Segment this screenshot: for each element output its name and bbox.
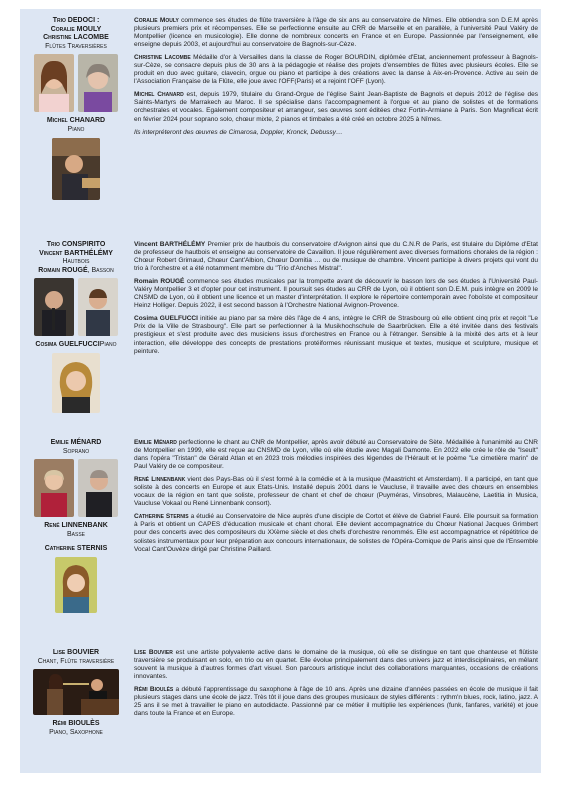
bio-text: Médaille d'or à Versailles dans la classe de Roger BOURDIN, diplômée d'Etat, anciennement professeur à Bagnols-sur-Cèze, se consacre depuis plus de 30 ans à la pédagogie et réalise des projets d'ensembles de flûtes avec plusieurs écoles. Elle se produit en duo avec guitare, clavecin, orgue ou piano et participe à des créations avec la danse à Aix-en-Provence. Active au sein de l'Association Française de la Flûte, elle joue avec l'OFF(Paris) et a rejoint l'OFF (Lyon). <box>134 54 538 86</box>
portrait-photo-barthelemy <box>34 278 74 336</box>
trio-title: Trio DEDOCI : <box>52 17 100 24</box>
bio-paragraph <box>134 315 538 355</box>
bio-name: Romain ROUGÉ <box>134 278 185 286</box>
bio-text: Premier prix de hautbois du conservatoire d'Avignon ainsi que du C.N.R de Paris, est titulaire du Diplôme d'Etat de professeur de hautbois et enseigne au conservatoire de Cavaillon. Il joue régulièrement avec diverses formations chorales de la région : Chœur Robert Grimaud, Chœur Cant'Albion, Chœur Domitia … ou de musique de chambre. Vincent participe à divers projets qui vont du trio à l'orchestre et a été notamment membre du "Trio d'Anches Mistral". <box>134 241 539 273</box>
section-left-column <box>20 241 132 418</box>
musician-role: Flûtes Traversières <box>45 42 107 50</box>
bio-paragraph <box>134 91 538 123</box>
section-left-column <box>20 649 132 740</box>
portrait-photo-menard <box>34 459 74 517</box>
musician-name: Vincent BARTHÉLÉMY <box>39 249 113 257</box>
bio-paragraph <box>134 17 538 49</box>
musician-role: Piano <box>67 125 85 133</box>
portrait-photo-chanard <box>52 138 100 200</box>
program-note-text: Ils interpréteront des œuvres de Cimarosa, Doppler, Kronck, Debussy… <box>134 128 343 136</box>
section-text <box>134 439 538 559</box>
duo-photo-bouvier-bioules <box>33 669 119 715</box>
photo-row <box>20 138 132 200</box>
musician-role: Piano, Saxophone <box>49 728 103 736</box>
bio-name: Christine Lacombe <box>134 54 191 62</box>
bio-text: perfectionne le chant au CNR de Montpellier, après avoir débuté au Conservatoire de Sète. Médaillée à l'unanimité au CNR de Montpellier en 1999, elle est reçue au CNSMD de Lyon, ville où elle étudie avec Magali Damonte. En 2022 elle crée le rôle de "Iseult" dans l'opéra "Tristan" de Gérald Atlan et en 2023 trois mélodies inspirées des légendes de l'Hérault et le poème "Le cimetière marin" de Paul Valéry de ce compositeur. <box>134 439 538 471</box>
bio-paragraph <box>134 476 538 508</box>
musician-name: Rémi BIOULÈS <box>52 720 100 728</box>
portrait-photo-sternis <box>55 557 97 613</box>
bio-name: Vincent BARTHÉLÉMY <box>134 241 206 248</box>
section-left-column <box>20 439 132 618</box>
photo-row <box>20 278 132 336</box>
bio-text: commence ses études de flûte traversière à l'âge de six ans au conservatoire de Nîmes. Elle obtiendra son D.E.M après plusieurs premiers prix et récompenses. Elle se perfectionne ensuite au CRR de Marseille et en parallèle, à l'université Paul Valéry de Montpellier (licence en musicologie). Elle donne de nombreux concerts en France et en Europe. Passionnée par l'enseignement, elle enseigne depuis 2003, et aujourd'hui au conservatoire de Bagnols-sur-Cèze. <box>134 17 538 49</box>
musician-name: Emilie MÉNARD <box>50 439 102 446</box>
portrait-photo-lacombe <box>78 54 118 112</box>
bio-name: Rémi Bioulès <box>134 686 174 694</box>
musician-name: Christine LACOMBE <box>43 34 109 42</box>
bio-paragraph <box>134 278 538 310</box>
bio-paragraph <box>134 439 538 471</box>
photo-row <box>20 459 132 517</box>
bio-name: René Linnenbank <box>134 476 186 484</box>
trio-title: Trio CONSPIRITO <box>46 241 106 248</box>
section-text <box>134 241 538 361</box>
bio-paragraph <box>134 649 538 681</box>
bio-name: Catherine Sternis <box>134 513 189 521</box>
musician-role: Basse <box>66 530 85 538</box>
bio-name: Emilie Ménard <box>134 439 177 446</box>
portrait-photo-guelfucci <box>52 353 100 413</box>
program-panel <box>20 9 541 773</box>
musician-role: , Basson <box>87 266 114 274</box>
bio-name: Lise Bouvier <box>134 649 173 656</box>
program-note <box>134 129 538 137</box>
bio-text: a étudié au Conservatoire de Nice auprès d'une disciple de Cortot et élève de Gabriel Fauré. Elle poursuit sa formation à Paris et obtient un CAPES d'éducation musicale et chant choral. Elle devient accompagnatrice du Chœur National Jacques Grimbert pour des concerts avec des compositeurs du XXème siècle et des chefs d'orchestre renommés. Elle est accompagnatrice et répétitrice de solistes instrumentaux pour leur préparation aux concours internationaux, de solistes de l'Opéra-Comique de Paris ainsi que de l'Ensemble Vocal Cant'Ouvèze dirigé par Christine Paillard. <box>134 513 538 553</box>
musician-name: Coralie MOULY <box>50 25 102 33</box>
photo-row <box>20 669 132 715</box>
musician-name: Cosima GUELFUCCI <box>35 341 100 349</box>
portrait-photo-linnenbank <box>78 459 118 517</box>
bio-paragraph <box>134 686 538 718</box>
musician-name: Romain ROUGÉ <box>38 266 88 274</box>
bio-text: initiée au piano par sa mère dès l'âge de 4 ans, intègre le CRR de Strasbourg où elle obtient cinq prix et reçoit "Le Prix de la Ville de Strasbourg". Elle part se perfectionner à la Musikhochschule de Saarbrücken. Elle a été invitée dans des festivals prestigieux et s'est produite avec des musiciens issus d'orchestres en France ou à l'étranger. Sensible à la mixité des arts et à leur interaction, elle développe des concepts de prestations protéiformes réunissant musique et textes, musique et sculpture, musique et peinture. <box>134 315 538 355</box>
musician-name: Lise BOUVIER <box>52 649 100 656</box>
section-left-column <box>20 17 132 205</box>
musician-name: Catherine STERNIS <box>44 545 108 553</box>
bio-text: a débuté l'apprentissage du saxophone à l'âge de 10 ans. Après une dizaine d'années passées en école de musique il fait plusieurs stages dans une école de jazz. Très tôt il joue dans des groupes musicaux de styles différents : rythm'n blues, rock, latino, jazz. A 25 ans il se met à travailler le piano en autodidacte. Passionné par ce métier il multiplie les expériences (funk, fanfares, variété) et joue dans toute la France et en Europe. <box>134 686 538 718</box>
bio-name: Cosima GUELFUCCI <box>134 315 198 323</box>
bio-name: Michel Chanard <box>134 91 184 99</box>
bio-text: vient des Pays-Bas où il s'est formé à la comédie et à la musique (Maastricht et Amsterdam). Il a participé, en tant que soliste à des concerts en Europe et aux Etats-Unis. Installé depuis 2001 dans le Vaucluse, il travaille avec des chœurs en ensembles vocaux de la région en tant que soliste, professeur de chant et chef de chœur (Puyméras, Vinsobres, Malaucène, Laetitia in Musica, Vaucluse Vokaal ou René Linnenbank consort). <box>134 476 538 508</box>
bio-paragraph <box>134 54 538 86</box>
musician-role: Soprano <box>62 447 90 455</box>
photo-row <box>20 353 132 413</box>
bio-text: est, depuis 1979, titulaire du Grand-Orgue de l'église Saint Jean-Baptiste de Bagnols et depuis 2012 de l'église des Saints-Martyrs de Marrakech au Maroc. Il se spécialise dans l'accompagnement à l'orgue et au piano de solistes et de formations orchestrales et vocales. Egalement compositeur et arrangeur, ses œuvres sont éditées chez Fortin-Armiane à Paris. Son Magnificat écrit en février 2024 pour soprano solo, chœur mixte, 2 pianos et timbales a été créé en octobre 2025 à Nîmes. <box>134 91 538 123</box>
musician-role: Hautbois <box>62 258 90 266</box>
photo-row <box>20 54 132 112</box>
portrait-photo-mouly <box>34 54 74 112</box>
portrait-photo-rouge <box>78 278 118 336</box>
bio-paragraph <box>134 513 538 553</box>
bio-text: est une artiste polyvalente active dans le domaine de la musique, où elle se distingue en tant que chanteuse et flûtiste traversière se produisant en solo, en trio ou en quartet. Elle évolue principalement dans des univers jazz et interdisciplinaires, en mêlant souvent la musique à d'autres formes d'art visuel. Son parcours artistique inclut des collaborations marquantes, occasions de créations innovantes. <box>134 649 538 681</box>
section-text <box>134 649 538 723</box>
bio-text: commence ses études musicales par la trompette avant de découvrir le basson lors de ses études à l'Université Paul-Valéry Montpellier 3 et d'opter pour cet instrument. Il poursuit ses études au CRR de Lyon, où il obtient son D.E.M. puis intègre en 2009 le CNSMD de Lyon, où il obtient une licence et un master d'interprétation. Il explore le répertoire contemporain avec l'oboïste et compositeur Heinz Holliger. Depuis 2022, il est second basson à l'Orchestre National Avignon-Provence. <box>134 278 538 310</box>
bio-name: Coralie Mouly <box>134 17 179 24</box>
musician-name: Michel CHANARD <box>46 117 106 125</box>
section-text <box>134 17 538 142</box>
bio-paragraph <box>134 241 538 273</box>
photo-row <box>20 557 132 613</box>
musician-role: Piano <box>99 341 117 349</box>
musician-name: René LINNENBANK <box>44 522 108 530</box>
musician-role: Chant, Flûte traversière <box>37 657 115 665</box>
